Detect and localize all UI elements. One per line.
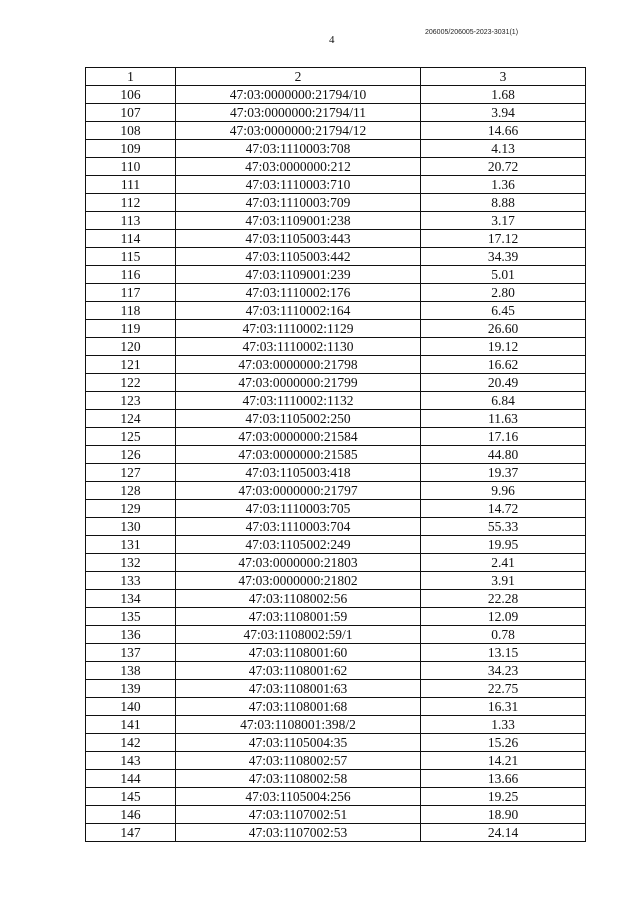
cadastral-number-cell: 47:03:0000000:21585 [176, 446, 421, 464]
cadastral-number-cell: 47:03:1108002:56 [176, 590, 421, 608]
cadastral-number-cell: 47:03:1109001:238 [176, 212, 421, 230]
table-row [86, 104, 586, 122]
row-number-cell: 113 [86, 212, 176, 230]
cadastral-number-cell: 47:03:1108001:398/2 [176, 716, 421, 734]
row-number-cell: 142 [86, 734, 176, 752]
row-number-cell: 129 [86, 500, 176, 518]
area-value-cell: 3.94 [421, 104, 586, 122]
cadastral-number-cell: 47:03:0000000:21794/11 [176, 104, 421, 122]
cadastral-number-cell: 47:03:1108001:63 [176, 680, 421, 698]
area-value-cell: 17.12 [421, 230, 586, 248]
table-row [86, 374, 586, 392]
area-value-cell: 3.17 [421, 212, 586, 230]
table-row [86, 500, 586, 518]
cadastral-number-cell: 47:03:0000000:21799 [176, 374, 421, 392]
cadastral-number-cell: 47:03:1110002:164 [176, 302, 421, 320]
area-value-cell: 13.15 [421, 644, 586, 662]
area-value-cell: 34.23 [421, 662, 586, 680]
row-number-cell: 145 [86, 788, 176, 806]
area-value-cell: 6.84 [421, 392, 586, 410]
area-value-cell: 14.21 [421, 752, 586, 770]
area-value-cell: 3.91 [421, 572, 586, 590]
table-row [86, 212, 586, 230]
area-value-cell: 16.31 [421, 698, 586, 716]
table-row [86, 410, 586, 428]
area-value-cell: 19.12 [421, 338, 586, 356]
row-number-cell: 109 [86, 140, 176, 158]
area-value-cell: 19.37 [421, 464, 586, 482]
table-row [86, 122, 586, 140]
row-number-cell: 126 [86, 446, 176, 464]
row-number-cell: 133 [86, 572, 176, 590]
area-value-cell: 14.72 [421, 500, 586, 518]
row-number-cell: 137 [86, 644, 176, 662]
area-value-cell: 16.62 [421, 356, 586, 374]
table-row [86, 356, 586, 374]
area-value-cell: 12.09 [421, 608, 586, 626]
area-value-cell: 5.01 [421, 266, 586, 284]
area-value-cell: 0.78 [421, 626, 586, 644]
area-value-cell: 8.88 [421, 194, 586, 212]
table-row [86, 320, 586, 338]
row-number-cell: 108 [86, 122, 176, 140]
row-number-cell: 116 [86, 266, 176, 284]
document-code: 206005/206005-2023-3031(1) [425, 29, 519, 36]
cadastral-number-cell: 47:03:0000000:21584 [176, 428, 421, 446]
area-value-cell: 13.66 [421, 770, 586, 788]
row-number-cell: 128 [86, 482, 176, 500]
row-number-cell: 123 [86, 392, 176, 410]
cadastral-number-cell: 47:03:1105003:443 [176, 230, 421, 248]
table-row [86, 644, 586, 662]
table-row [86, 518, 586, 536]
area-value-cell: 22.75 [421, 680, 586, 698]
table-row [86, 788, 586, 806]
area-value-cell: 19.25 [421, 788, 586, 806]
cadastral-number-cell: 47:03:1108002:59/1 [176, 626, 421, 644]
row-number-cell: 132 [86, 554, 176, 572]
area-value-cell: 1.33 [421, 716, 586, 734]
area-value-cell: 44.80 [421, 446, 586, 464]
row-number-cell: 106 [86, 86, 176, 104]
area-value-cell: 55.33 [421, 518, 586, 536]
area-value-cell: 4.13 [421, 140, 586, 158]
cadastral-number-cell: 47:03:1105002:249 [176, 536, 421, 554]
cadastral-number-cell: 47:03:1110002:1132 [176, 392, 421, 410]
area-value-cell: 9.96 [421, 482, 586, 500]
cadastral-number-cell: 47:03:1108002:57 [176, 752, 421, 770]
row-number-cell: 120 [86, 338, 176, 356]
cadastral-number-cell: 47:03:1105004:35 [176, 734, 421, 752]
table-row [86, 392, 586, 410]
column-header: 1 [86, 68, 176, 86]
cadastral-number-cell: 47:03:1108001:59 [176, 608, 421, 626]
table-row [86, 554, 586, 572]
row-number-cell: 111 [86, 176, 176, 194]
row-number-cell: 141 [86, 716, 176, 734]
row-number-cell: 134 [86, 590, 176, 608]
cadastral-number-cell: 47:03:1110002:176 [176, 284, 421, 302]
table-row [86, 176, 586, 194]
area-value-cell: 24.14 [421, 824, 586, 842]
table-row [86, 698, 586, 716]
table-row [86, 284, 586, 302]
cadastral-number-cell: 47:03:1108001:60 [176, 644, 421, 662]
row-number-cell: 131 [86, 536, 176, 554]
cadastral-number-cell: 47:03:1105004:256 [176, 788, 421, 806]
table-row [86, 680, 586, 698]
cadastral-number-cell: 47:03:0000000:21802 [176, 572, 421, 590]
cadastral-number-cell: 47:03:1105003:442 [176, 248, 421, 266]
table-row [86, 590, 586, 608]
row-number-cell: 139 [86, 680, 176, 698]
parcel-table [85, 67, 586, 842]
cadastral-number-cell: 47:03:0000000:212 [176, 158, 421, 176]
cadastral-number-cell: 47:03:1110002:1130 [176, 338, 421, 356]
cadastral-number-cell: 47:03:1110003:705 [176, 500, 421, 518]
cadastral-number-cell: 47:03:0000000:21794/12 [176, 122, 421, 140]
row-number-cell: 114 [86, 230, 176, 248]
cadastral-number-cell: 47:03:1108002:58 [176, 770, 421, 788]
row-number-cell: 146 [86, 806, 176, 824]
cadastral-number-cell: 47:03:0000000:21797 [176, 482, 421, 500]
cadastral-number-cell: 47:03:1105002:250 [176, 410, 421, 428]
row-number-cell: 127 [86, 464, 176, 482]
row-number-cell: 124 [86, 410, 176, 428]
cadastral-number-cell: 47:03:1110003:709 [176, 194, 421, 212]
cadastral-number-cell: 47:03:1108001:68 [176, 698, 421, 716]
column-header: 3 [421, 68, 586, 86]
cadastral-number-cell: 47:03:0000000:21798 [176, 356, 421, 374]
row-number-cell: 125 [86, 428, 176, 446]
cadastral-number-cell: 47:03:1107002:53 [176, 824, 421, 842]
row-number-cell: 107 [86, 104, 176, 122]
table-row [86, 230, 586, 248]
table-row [86, 572, 586, 590]
table-header-row [86, 68, 586, 86]
area-value-cell: 19.95 [421, 536, 586, 554]
row-number-cell: 110 [86, 158, 176, 176]
table-row [86, 734, 586, 752]
table-row [86, 824, 586, 842]
area-value-cell: 34.39 [421, 248, 586, 266]
row-number-cell: 144 [86, 770, 176, 788]
table-row [86, 140, 586, 158]
cadastral-number-cell: 47:03:1109001:239 [176, 266, 421, 284]
table-row [86, 626, 586, 644]
table-row [86, 428, 586, 446]
row-number-cell: 136 [86, 626, 176, 644]
row-number-cell: 140 [86, 698, 176, 716]
row-number-cell: 135 [86, 608, 176, 626]
table-row [86, 446, 586, 464]
cadastral-number-cell: 47:03:1110003:710 [176, 176, 421, 194]
row-number-cell: 117 [86, 284, 176, 302]
area-value-cell: 15.26 [421, 734, 586, 752]
row-number-cell: 121 [86, 356, 176, 374]
row-number-cell: 115 [86, 248, 176, 266]
cadastral-number-cell: 47:03:1110003:704 [176, 518, 421, 536]
area-value-cell: 11.63 [421, 410, 586, 428]
table-row [86, 86, 586, 104]
area-value-cell: 1.36 [421, 176, 586, 194]
table-row [86, 770, 586, 788]
cadastral-number-cell: 47:03:1107002:51 [176, 806, 421, 824]
page-number: 4 [329, 34, 335, 46]
table-row [86, 464, 586, 482]
area-value-cell: 6.45 [421, 302, 586, 320]
cadastral-number-cell: 47:03:0000000:21803 [176, 554, 421, 572]
row-number-cell: 112 [86, 194, 176, 212]
area-value-cell: 26.60 [421, 320, 586, 338]
table-row [86, 608, 586, 626]
row-number-cell: 138 [86, 662, 176, 680]
row-number-cell: 130 [86, 518, 176, 536]
table-row [86, 194, 586, 212]
table-row [86, 662, 586, 680]
table-row [86, 266, 586, 284]
table-row [86, 536, 586, 554]
table-row [86, 248, 586, 266]
table-row [86, 806, 586, 824]
area-value-cell: 20.49 [421, 374, 586, 392]
table-body [86, 86, 586, 842]
cadastral-number-cell: 47:03:1105003:418 [176, 464, 421, 482]
row-number-cell: 118 [86, 302, 176, 320]
row-number-cell: 143 [86, 752, 176, 770]
cadastral-number-cell: 47:03:1108001:62 [176, 662, 421, 680]
table-row [86, 752, 586, 770]
table-row [86, 716, 586, 734]
row-number-cell: 122 [86, 374, 176, 392]
table-row [86, 158, 586, 176]
table-row [86, 302, 586, 320]
table-row [86, 338, 586, 356]
table-row [86, 482, 586, 500]
area-value-cell: 2.41 [421, 554, 586, 572]
row-number-cell: 119 [86, 320, 176, 338]
area-value-cell: 14.66 [421, 122, 586, 140]
cadastral-number-cell: 47:03:1110002:1129 [176, 320, 421, 338]
area-value-cell: 17.16 [421, 428, 586, 446]
cadastral-number-cell: 47:03:0000000:21794/10 [176, 86, 421, 104]
area-value-cell: 20.72 [421, 158, 586, 176]
area-value-cell: 18.90 [421, 806, 586, 824]
row-number-cell: 147 [86, 824, 176, 842]
area-value-cell: 22.28 [421, 590, 586, 608]
cadastral-number-cell: 47:03:1110003:708 [176, 140, 421, 158]
area-value-cell: 2.80 [421, 284, 586, 302]
column-header: 2 [176, 68, 421, 86]
area-value-cell: 1.68 [421, 86, 586, 104]
